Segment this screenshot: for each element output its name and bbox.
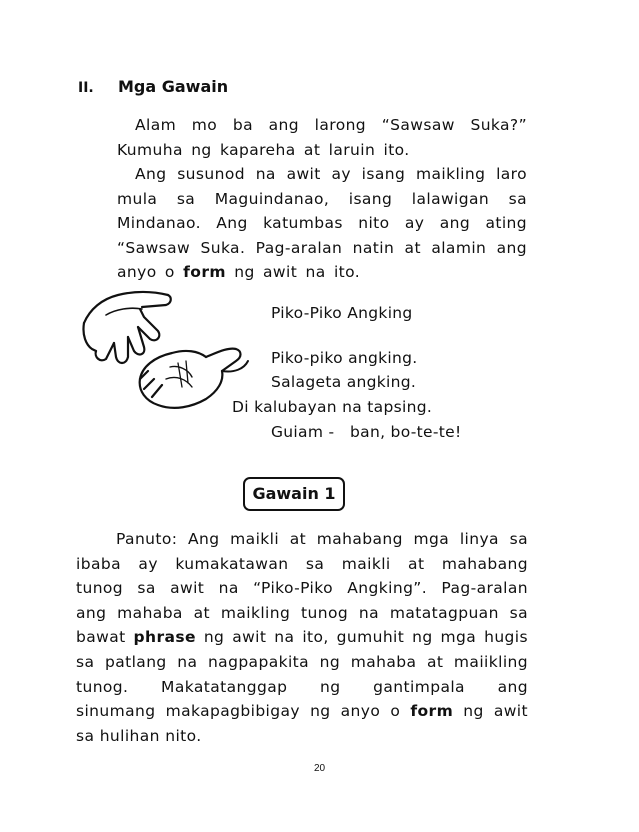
instruction-line: Panuto: Ang maikli at mahabang mga linya sa — [116, 530, 528, 548]
activity-label-box: Gawain 1 — [243, 477, 345, 511]
clapping-hands-icon — [82, 287, 250, 412]
intro-line: Mindanao. Ang katumbas nito ay ang ating — [117, 214, 527, 232]
song-line: Salageta angking. — [271, 373, 417, 391]
intro-line: anyo o form ng awit na ito. — [117, 263, 361, 281]
page-number: 20 — [313, 763, 326, 774]
instruction-line: ang mahaba at maikling tunog na matatagpuan sa — [76, 603, 528, 622]
instruction-line: tunog. Makatatanggap ng gantimpala ang — [76, 677, 528, 696]
intro-line: “Sawsaw Suka. Pag-aralan natin at alamin ang — [117, 238, 527, 257]
intro-line: mula sa Maguindanao, isang lalawigan sa — [117, 189, 527, 208]
song-line: Di kalubayan na tapsing. — [232, 398, 433, 416]
section-number: II. — [78, 80, 94, 96]
intro-line: Alam mo ba ang larong “Sawsaw Suka?” — [135, 116, 527, 134]
song-line: Guiam - ban, bo-te-te! — [271, 423, 462, 441]
song-title: Piko-Piko Angking — [271, 304, 413, 322]
instruction-line: bawat phrase ng awit na ito, gumuhit ng mga hugis — [76, 628, 528, 647]
instruction-line: tunog sa awit na “Piko-Piko Angking”. Pag-aralan — [76, 579, 528, 598]
instructions-paragraph — [76, 527, 528, 748]
instruction-line: sa hulihan nito. — [76, 726, 202, 745]
instruction-line: sa patlang na nagpapakita ng mahaba at maiikling — [76, 652, 528, 671]
section-title: Mga Gawain — [118, 77, 229, 96]
song-line: Piko-piko angking. — [271, 349, 418, 367]
instruction-line: sinumang makapagbibigay ng anyo o form ng awit — [76, 702, 528, 721]
instruction-line: ibaba ay kumakatawan sa maikli at mahabang — [76, 554, 528, 573]
intro-line: Kumuha ng kapareha at laruin ito. — [117, 140, 410, 159]
intro-line: Ang susunod na awit ay isang maikling laro — [135, 165, 527, 183]
intro-paragraph — [117, 113, 527, 285]
